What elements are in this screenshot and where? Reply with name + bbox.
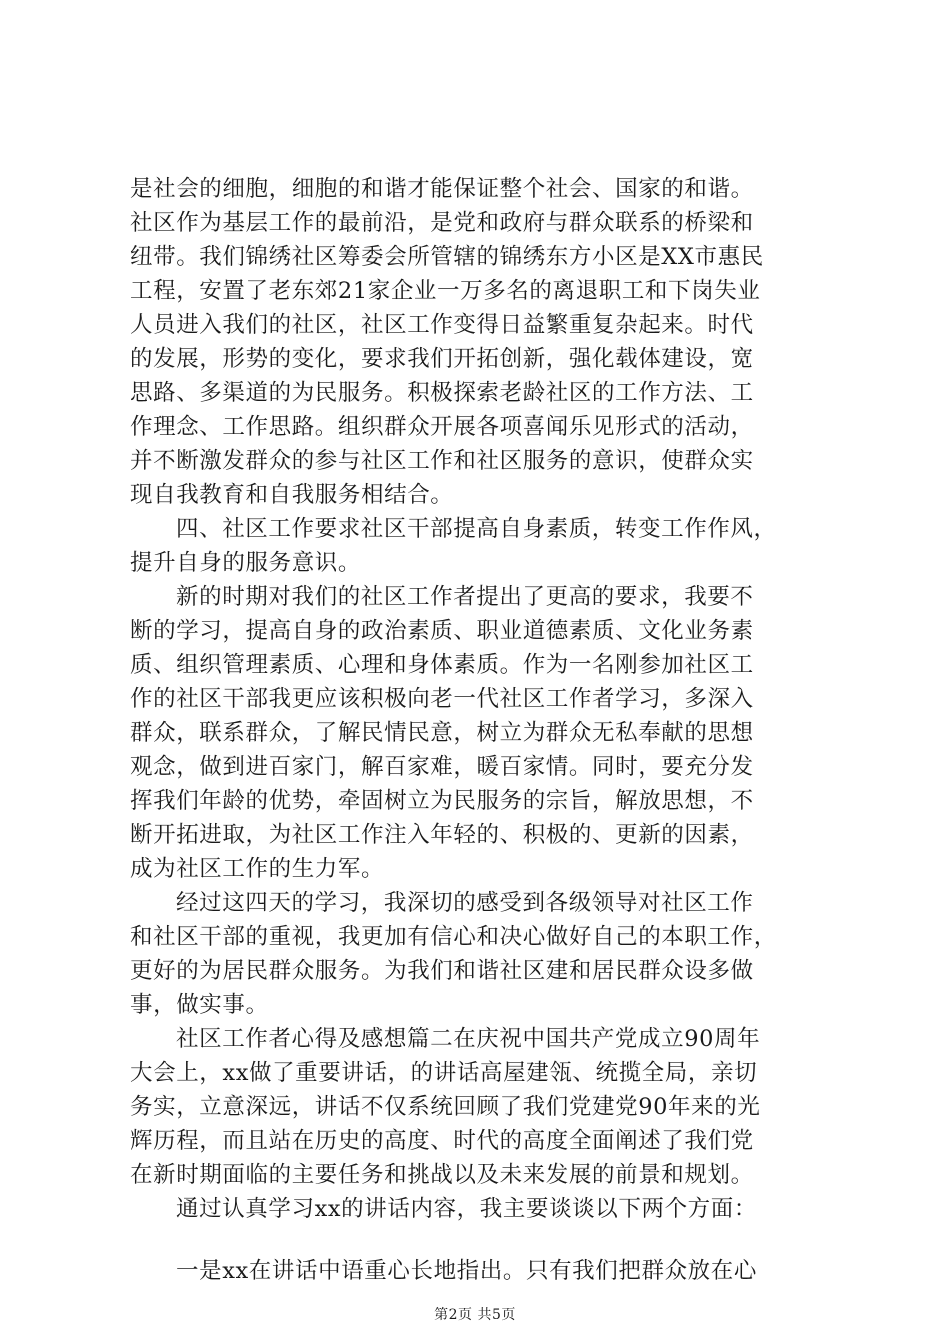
body-text-line: 一是xx在讲话中语重心长地指出。只有我们把群众放在心	[176, 1258, 757, 1284]
body-text-line: 作的社区干部我更应该积极向老一代社区工作者学习，多深入	[130, 686, 754, 712]
body-text-line: 群众，联系群众，了解民情民意，树立为群众无私奉献的思想	[130, 720, 754, 746]
body-text-line: 人员进入我们的社区，社区工作变得日益繁重复杂起来。时代	[130, 312, 754, 338]
section-heading-line: 四、社区工作要求社区干部提高自身素质，转变工作作风，	[176, 516, 777, 542]
body-text-line: 断开拓进取，为社区工作注入年轻的、积极的、更新的因素，	[130, 822, 754, 848]
body-text-line: 纽带。我们锦绣社区筹委会所管辖的锦绣东方小区是XX市惠民	[130, 244, 764, 270]
body-text-line: 和社区干部的重视，我更加有信心和决心做好自己的本职工作，	[130, 924, 777, 950]
body-text-line: 断的学习，提高自身的政治素质、职业道德素质、文化业务素	[130, 618, 754, 644]
body-text-line: 观念，做到进百家门，解百家难，暖百家情。同时，要充分发	[130, 754, 754, 780]
page-footer: 第2页 共5页	[434, 1307, 516, 1323]
body-text-line: 社区工作者心得及感想篇二在庆祝中国共产党成立90周年	[176, 1026, 761, 1052]
body-text-line: 大会上，xx做了重要讲话，的讲话高屋建瓴、统揽全局，亲切	[130, 1060, 758, 1086]
body-text-line: 作理念、工作思路。组织群众开展各项喜闻乐见形式的活动，	[130, 414, 754, 440]
body-text-line: 新的时期对我们的社区工作者提出了更高的要求，我要不	[176, 584, 754, 610]
body-text-line: 在新时期面临的主要任务和挑战以及未来发展的前景和规划。	[130, 1162, 754, 1188]
body-text-line: 工程，安置了老东郊21家企业一万多名的离退职工和下岗失业	[130, 278, 761, 304]
body-text-line: 通过认真学习xx的讲话内容，我主要谈谈以下两个方面：	[176, 1196, 757, 1222]
body-text-line: 的发展，形势的变化，要求我们开拓创新，强化载体建设，宽	[130, 346, 754, 372]
body-text-line: 并不断激发群众的参与社区工作和社区服务的意识，使群众实	[130, 448, 754, 474]
body-text-line: 辉历程，而且站在历史的高度、时代的高度全面阐述了我们党	[130, 1128, 754, 1154]
body-text-line: 更好的为居民群众服务。为我们和谐社区建和居民群众设多做	[130, 958, 754, 984]
body-text-line: 务实，立意深远，讲话不仅系统回顾了我们党建党90年来的光	[130, 1094, 761, 1120]
body-text-line: 成为社区工作的生力军。	[130, 856, 385, 882]
section-heading-line: 提升自身的服务意识。	[130, 550, 362, 576]
body-text-line: 挥我们年龄的优势，牵固树立为民服务的宗旨，解放思想，不	[130, 788, 754, 814]
body-text-line: 现自我教育和自我服务相结合。	[130, 482, 454, 508]
body-text-line: 社区作为基层工作的最前沿，是党和政府与群众联系的桥梁和	[130, 210, 754, 236]
body-text-line: 思路、多渠道的为民服务。积极探索老龄社区的工作方法、工	[130, 380, 754, 406]
body-text-line: 是社会的细胞，细胞的和谐才能保证整个社会、国家的和谐。	[130, 176, 754, 202]
body-text-line: 质、组织管理素质、心理和身体素质。作为一名刚参加社区工	[130, 652, 754, 678]
body-text-line: 事，做实事。	[130, 992, 269, 1018]
body-text-line: 经过这四天的学习，我深切的感受到各级领导对社区工作	[176, 890, 754, 916]
